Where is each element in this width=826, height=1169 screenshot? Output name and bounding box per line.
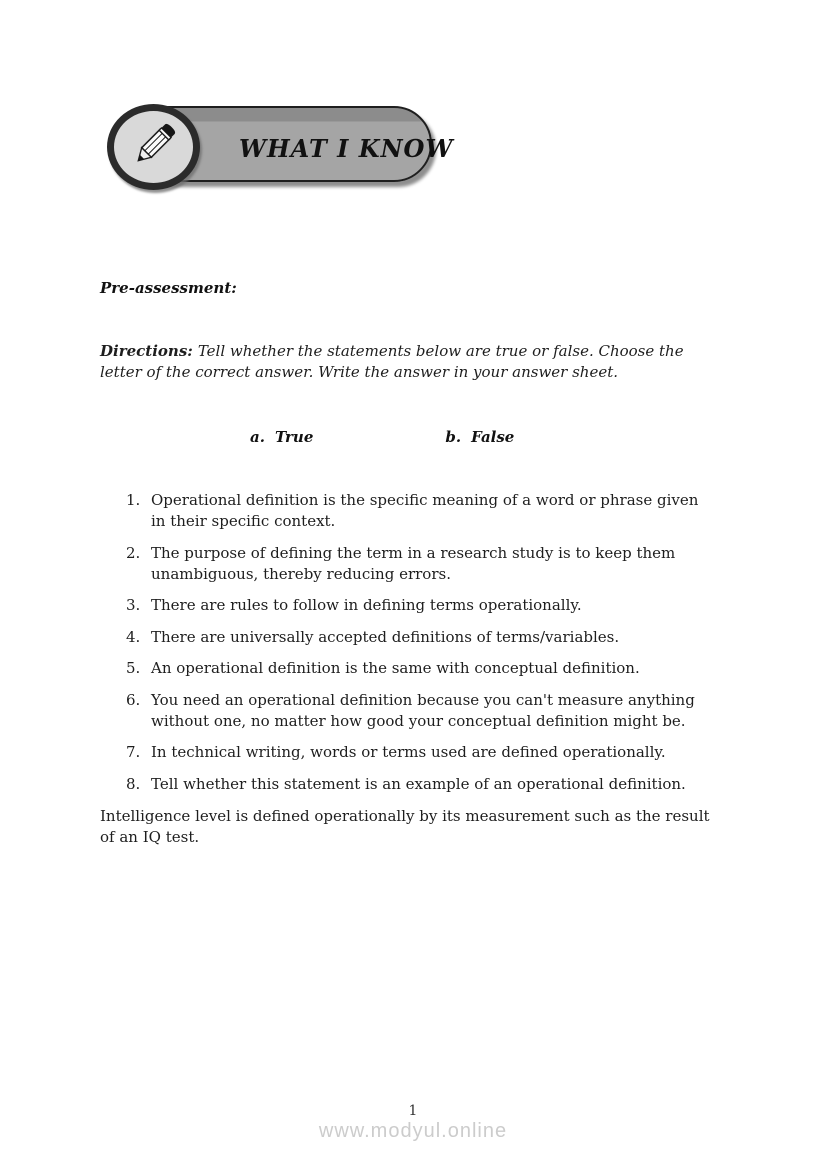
question-text: You need an operational definition because you can't measure anything without one, no matter how good your conceptual definition might be.	[151, 690, 695, 730]
question-item-2	[126, 543, 714, 585]
what-i-know-banner	[107, 104, 454, 194]
question-number: 3.	[126, 596, 141, 614]
question-list	[126, 490, 714, 805]
question-text: Operational definition is the specific meaning of a word or phrase given in their specific context.	[151, 491, 699, 530]
question-number: 1.	[126, 491, 141, 509]
directions-paragraph	[100, 341, 724, 383]
choice-false-label: False	[471, 428, 515, 446]
question-number: 7.	[126, 743, 141, 761]
banner-title: WHAT I KNOW	[239, 134, 454, 163]
question-text: In technical writing, words or terms used are defined operationally.	[151, 743, 666, 761]
choice-true-label: True	[274, 428, 314, 446]
question-item-7	[126, 742, 714, 763]
choice-true-letter: a.	[250, 428, 265, 446]
question-number: 2.	[126, 543, 141, 562]
question-text: An operational definition is the same with conceptual definition.	[151, 659, 640, 677]
directions-label: Directions:	[100, 342, 193, 360]
pencil-icon	[125, 116, 183, 178]
answer-choices	[250, 428, 514, 446]
choice-false-letter: b.	[445, 428, 462, 446]
question-number: 4.	[126, 627, 141, 646]
question-text: The purpose of defining the term in a research study is to keep them unambiguous, thereby reducing errors.	[151, 543, 676, 583]
banner-badge	[107, 104, 200, 190]
question-text: Tell whether this statement is an example of an operational definition.	[151, 774, 686, 793]
pre-assessment-heading: Pre-assessment:	[100, 279, 237, 297]
page-number: 1	[408, 1103, 418, 1119]
question-item-4	[126, 627, 714, 648]
question-number: 8.	[126, 774, 141, 793]
question-number: 6.	[126, 690, 141, 709]
choice-true	[250, 428, 313, 446]
question-item-5	[126, 658, 714, 679]
question-item-1	[126, 490, 714, 532]
question-item-8	[126, 774, 714, 795]
question-number: 5.	[126, 659, 141, 677]
question-item-3	[126, 595, 714, 616]
example-statement: Intelligence level is defined operationally by its measurement such as the result of an IQ test.	[100, 807, 710, 846]
directions-text: Tell whether the statements below are true or false. Choose the letter of the correct answer. Write the answer in your answer sheet.	[100, 342, 684, 381]
question-text: There are universally accepted definitions of terms/variables.	[151, 627, 620, 646]
question-text: There are rules to follow in defining terms operationally.	[151, 596, 582, 614]
choice-false	[445, 428, 514, 446]
watermark: www.modyul.online	[318, 1120, 508, 1142]
question-item-6	[126, 690, 714, 732]
